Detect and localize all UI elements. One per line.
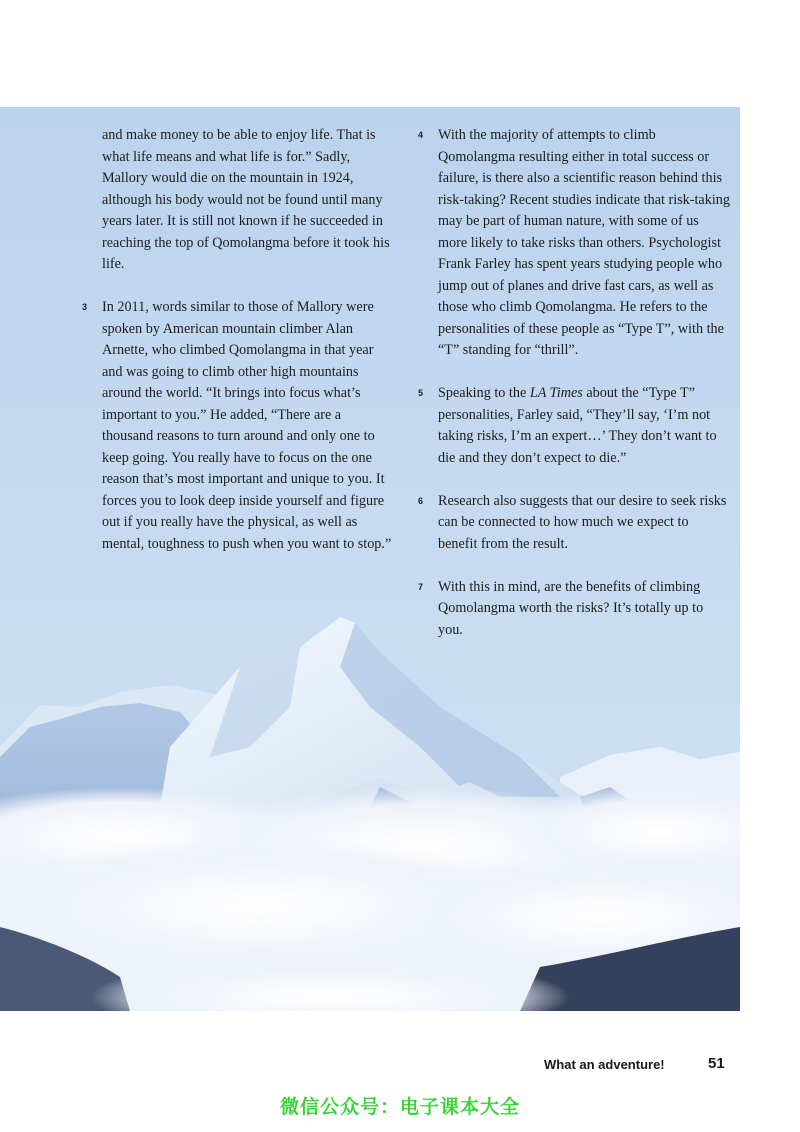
newspaper-name: LA Times: [529, 385, 583, 401]
paragraph-text-end: about the “Type T” personalities, Farley said, “They’ll say, ‘I’m not taking risks, I’m an expert…’ They don’t want to die and they don’t expect to die.”: [438, 385, 717, 466]
paragraph-text: With the majority of attempts to climb Qomolangma resulting either in total success or failure, is there also a scientific reason behind this risk-taking? Recent studies indicate that risk-taking may be part of human nature, with some of us more likely to take risks than others. Psychologist Frank Farley has spent years studying people who jump out of planes and drive fast cars, as well as those who climb Qomolangma. He refers to the personalities of these people as “Type T”, with the “T” standing for “thrill”.: [438, 127, 730, 358]
paragraph-6: [418, 491, 730, 556]
page-number: 51: [708, 1055, 725, 1072]
right-column: [418, 125, 730, 663]
paragraph-number: 4: [418, 130, 424, 140]
paragraph-5: [418, 383, 730, 469]
paragraph-continued: and make money to be able to enjoy life. That is what life means and what life is for.” Sadly, Mallory would die on the mountain in 1924, although his body would not be found until many years later. It is still not known if he succeeded in reaching the top of Qomolangma before it took his life.: [102, 127, 390, 272]
left-column: [82, 125, 394, 577]
paragraph-text: Research also suggests that our desire to seek risks can be connected to how much we expect to benefit from the result.: [438, 492, 727, 552]
paragraph-number: 6: [418, 495, 424, 506]
paragraph-3: [82, 297, 394, 555]
paragraph-number: 3: [82, 302, 88, 312]
paragraph-text: In 2011, words similar to those of Mallory were spoken by American mountain climber Alan Arnette, who climbed Qomolangma in that year and was going to climb other high mountains around the world. “It brings into focus what’s important to you.” He added, “There are a thousand reasons to turn around and only one to keep going. You really have to focus on the one reason that’s most important and unique to you. It forces you to look deep inside yourself and figure out if you really have the physical, as well as mental, toughness to push when you want to stop.”: [102, 299, 392, 552]
section-title: What an adventure!: [544, 1057, 665, 1072]
paragraph-text: With this in mind, are the benefits of climbing Qomolangma worth the risks? It’s totally up to you.: [438, 578, 704, 638]
paragraph-number: 5: [418, 388, 424, 398]
watermark-text: 微信公众号：电子课本大全: [279, 1096, 520, 1118]
paragraph-4: [418, 125, 730, 362]
paragraph-text-start: Speaking to the: [438, 385, 530, 401]
paragraph-number: 7: [418, 581, 424, 592]
paragraph-7: [418, 577, 730, 642]
